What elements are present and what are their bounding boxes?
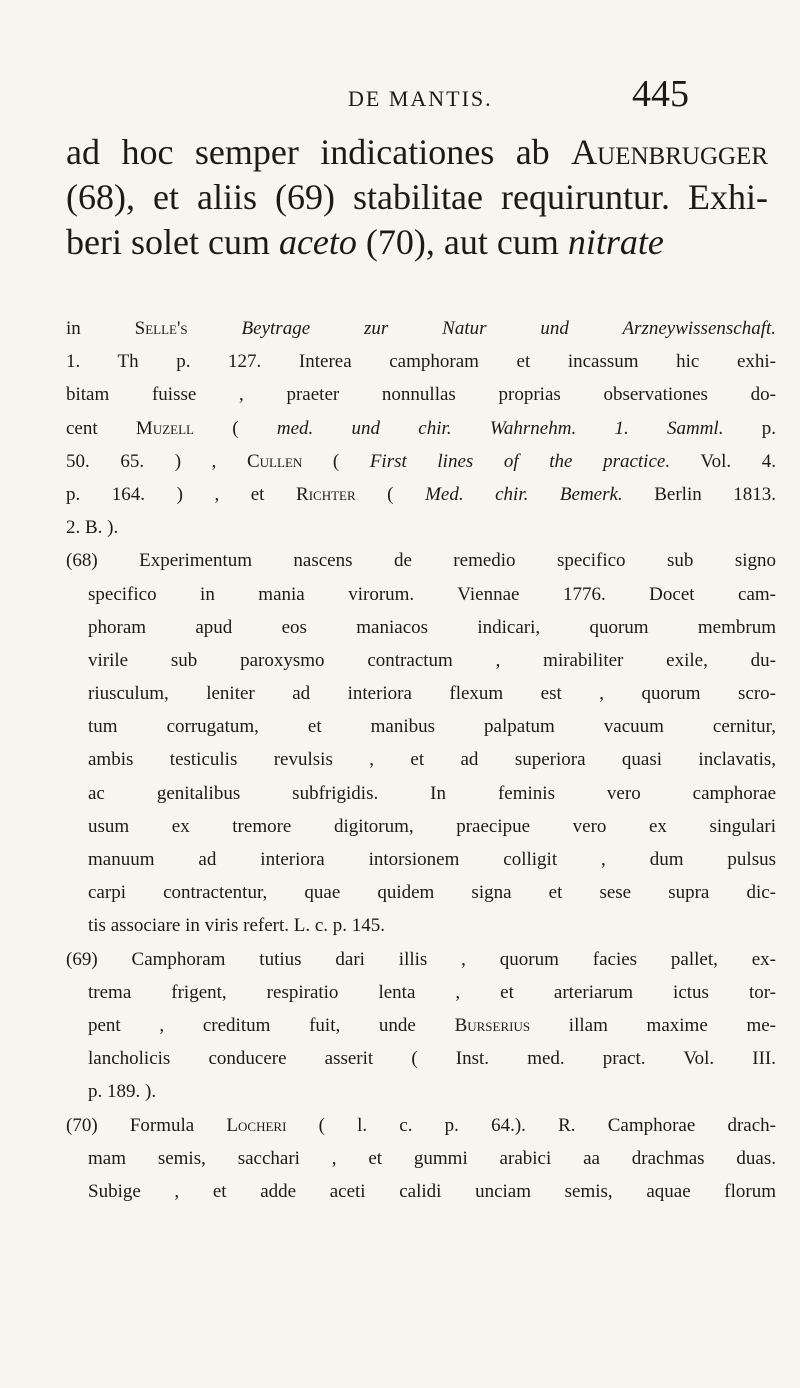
footnote-line [66,1142,776,1175]
text-span: lancholicis conducere asserit ( Inst. med. pract. Vol. III. [88,1048,776,1070]
footnote-line [66,544,776,577]
text-span: illam maxime me- [530,1014,777,1036]
running-head-title: DE MANTIS. [348,86,493,111]
work-title: First lines of the practice. [369,450,671,472]
work-title: Med. chir. Bemerk. [425,483,623,505]
text-span: bitam fuisse , praeter nonnullas proprias observationes do- [66,384,776,406]
text-line [66,130,768,175]
text-line [66,220,768,265]
footnote-line [66,777,776,810]
footnote-line [66,1175,776,1208]
remedy-term: nitrate [567,222,664,262]
text-span: (68), et aliis (69) stabilitae requiruntur. Exhi- [66,177,768,217]
footnote-line [66,1109,776,1142]
footnote-line [66,312,776,345]
text-span: manuum ad interiora intorsionem colligit , dum pulsus [88,849,776,870]
footnote-line [66,710,776,743]
text-span: p. 189. ). [88,1081,157,1103]
footnote-line [66,909,776,942]
text-span: Subige , et adde aceti calidi unciam semis, aquae florum [88,1180,776,1202]
footnote-line [66,976,776,1009]
text-span: mam semis, sacchari , et gummi arabici aa drachmas duas. [88,1147,776,1169]
footnote-line [66,1009,776,1042]
author-name: Selle's [134,318,188,339]
text-line [66,175,768,220]
footnotes [66,312,776,1208]
text-span: tum corrugatum, et manibus palpatum vacuum cernitur, [88,716,776,738]
footnote-line [66,810,776,843]
text-span: (69) Camphoram tutius dari illis , quorum facies pallet, ex- [66,948,776,970]
text-span: cent [66,417,136,439]
work-title: Beytrage zur Natur und Arzneywissenschaft. [241,318,777,339]
author-name: Cullen [247,450,303,472]
author-name: Muzell [135,417,194,439]
text-span: beri solet cum [66,222,279,262]
remedy-term: aceto [278,222,357,262]
text-span: specifico in mania virorum. Viennae 1776. Docet cam- [88,583,776,605]
text-span: ( l. c. p. 64.). R. Camphorae drach- [286,1114,776,1136]
author-name: Richter [296,483,356,505]
footnote-line [66,378,776,411]
text-span: ac genitalibus subfrigidis. In feminis vero camphorae [88,782,776,804]
footnote-line [66,611,776,644]
text-span: p. [723,417,776,439]
page-number: 445 [632,73,689,115]
footnote-line [66,943,776,976]
footnote-line [66,478,776,511]
text-span: in [66,318,135,339]
footnote-line [66,1042,776,1075]
text-span [188,318,242,339]
text-span: (68) Experimentum nascens de remedio specifico sub signo [66,550,776,572]
main-text [66,130,768,265]
footnote-line [66,677,776,710]
work-title: med. und chir. Wahrnehm. 1. Samml. [276,417,724,439]
text-span: usum ex tremore digitorum, praecipue vero ex singulari [88,815,776,837]
text-span: ( [302,450,370,472]
text-span: 1. Th p. 127. Interea camphoram et incassum hic exhi- [66,351,776,373]
text-span: ( [355,483,426,505]
text-span: Vol. 4. [670,450,776,472]
text-span: 50. 65. ) , [66,450,247,472]
text-span: p. 164. ) , et [66,483,297,505]
text-span: carpi contractentur, quae quidem signa et sese supra dic- [88,882,776,904]
footnote-line [66,1075,776,1108]
author-name: Burserius [454,1014,531,1036]
footnote-line [66,743,776,776]
text-span: ( [193,417,277,439]
text-span: tis associare in viris refert. L. c. p. 145. [88,915,386,937]
footnote-line [66,345,776,378]
text-span: phoram apud eos maniacos indicari, quorum membrum [88,616,776,638]
text-span: trema frigent, respiratio lenta , et arteriarum ictus tor- [88,981,776,1003]
text-span: (70) Formula [66,1114,227,1136]
footnote-line [66,578,776,611]
text-span: Berlin 1813. [622,483,777,505]
footnote-line [66,412,776,445]
footnote-line [66,843,776,876]
author-name: Auenbrugger [571,132,768,172]
footnote-line [66,511,776,544]
author-name: Locheri [226,1114,287,1136]
running-head [0,73,800,124]
footnote-line [66,876,776,909]
text-span: virile sub paroxysmo contractum , mirabiliter exile, du- [88,649,776,671]
text-span: 2. B. ). [66,517,119,539]
footnote-line [66,445,776,478]
text-span: riusculum, leniter ad interiora flexum est , quorum scro- [88,683,776,705]
text-span: ambis testiculis revulsis , et ad superiora quasi inclavatis, [88,749,776,771]
text-span: ad hoc semper indicationes ab [66,132,572,172]
text-span: (70), aut cum [356,222,568,262]
footnote-line [66,644,776,677]
text-span: pent , creditum fuit, unde [88,1014,455,1036]
